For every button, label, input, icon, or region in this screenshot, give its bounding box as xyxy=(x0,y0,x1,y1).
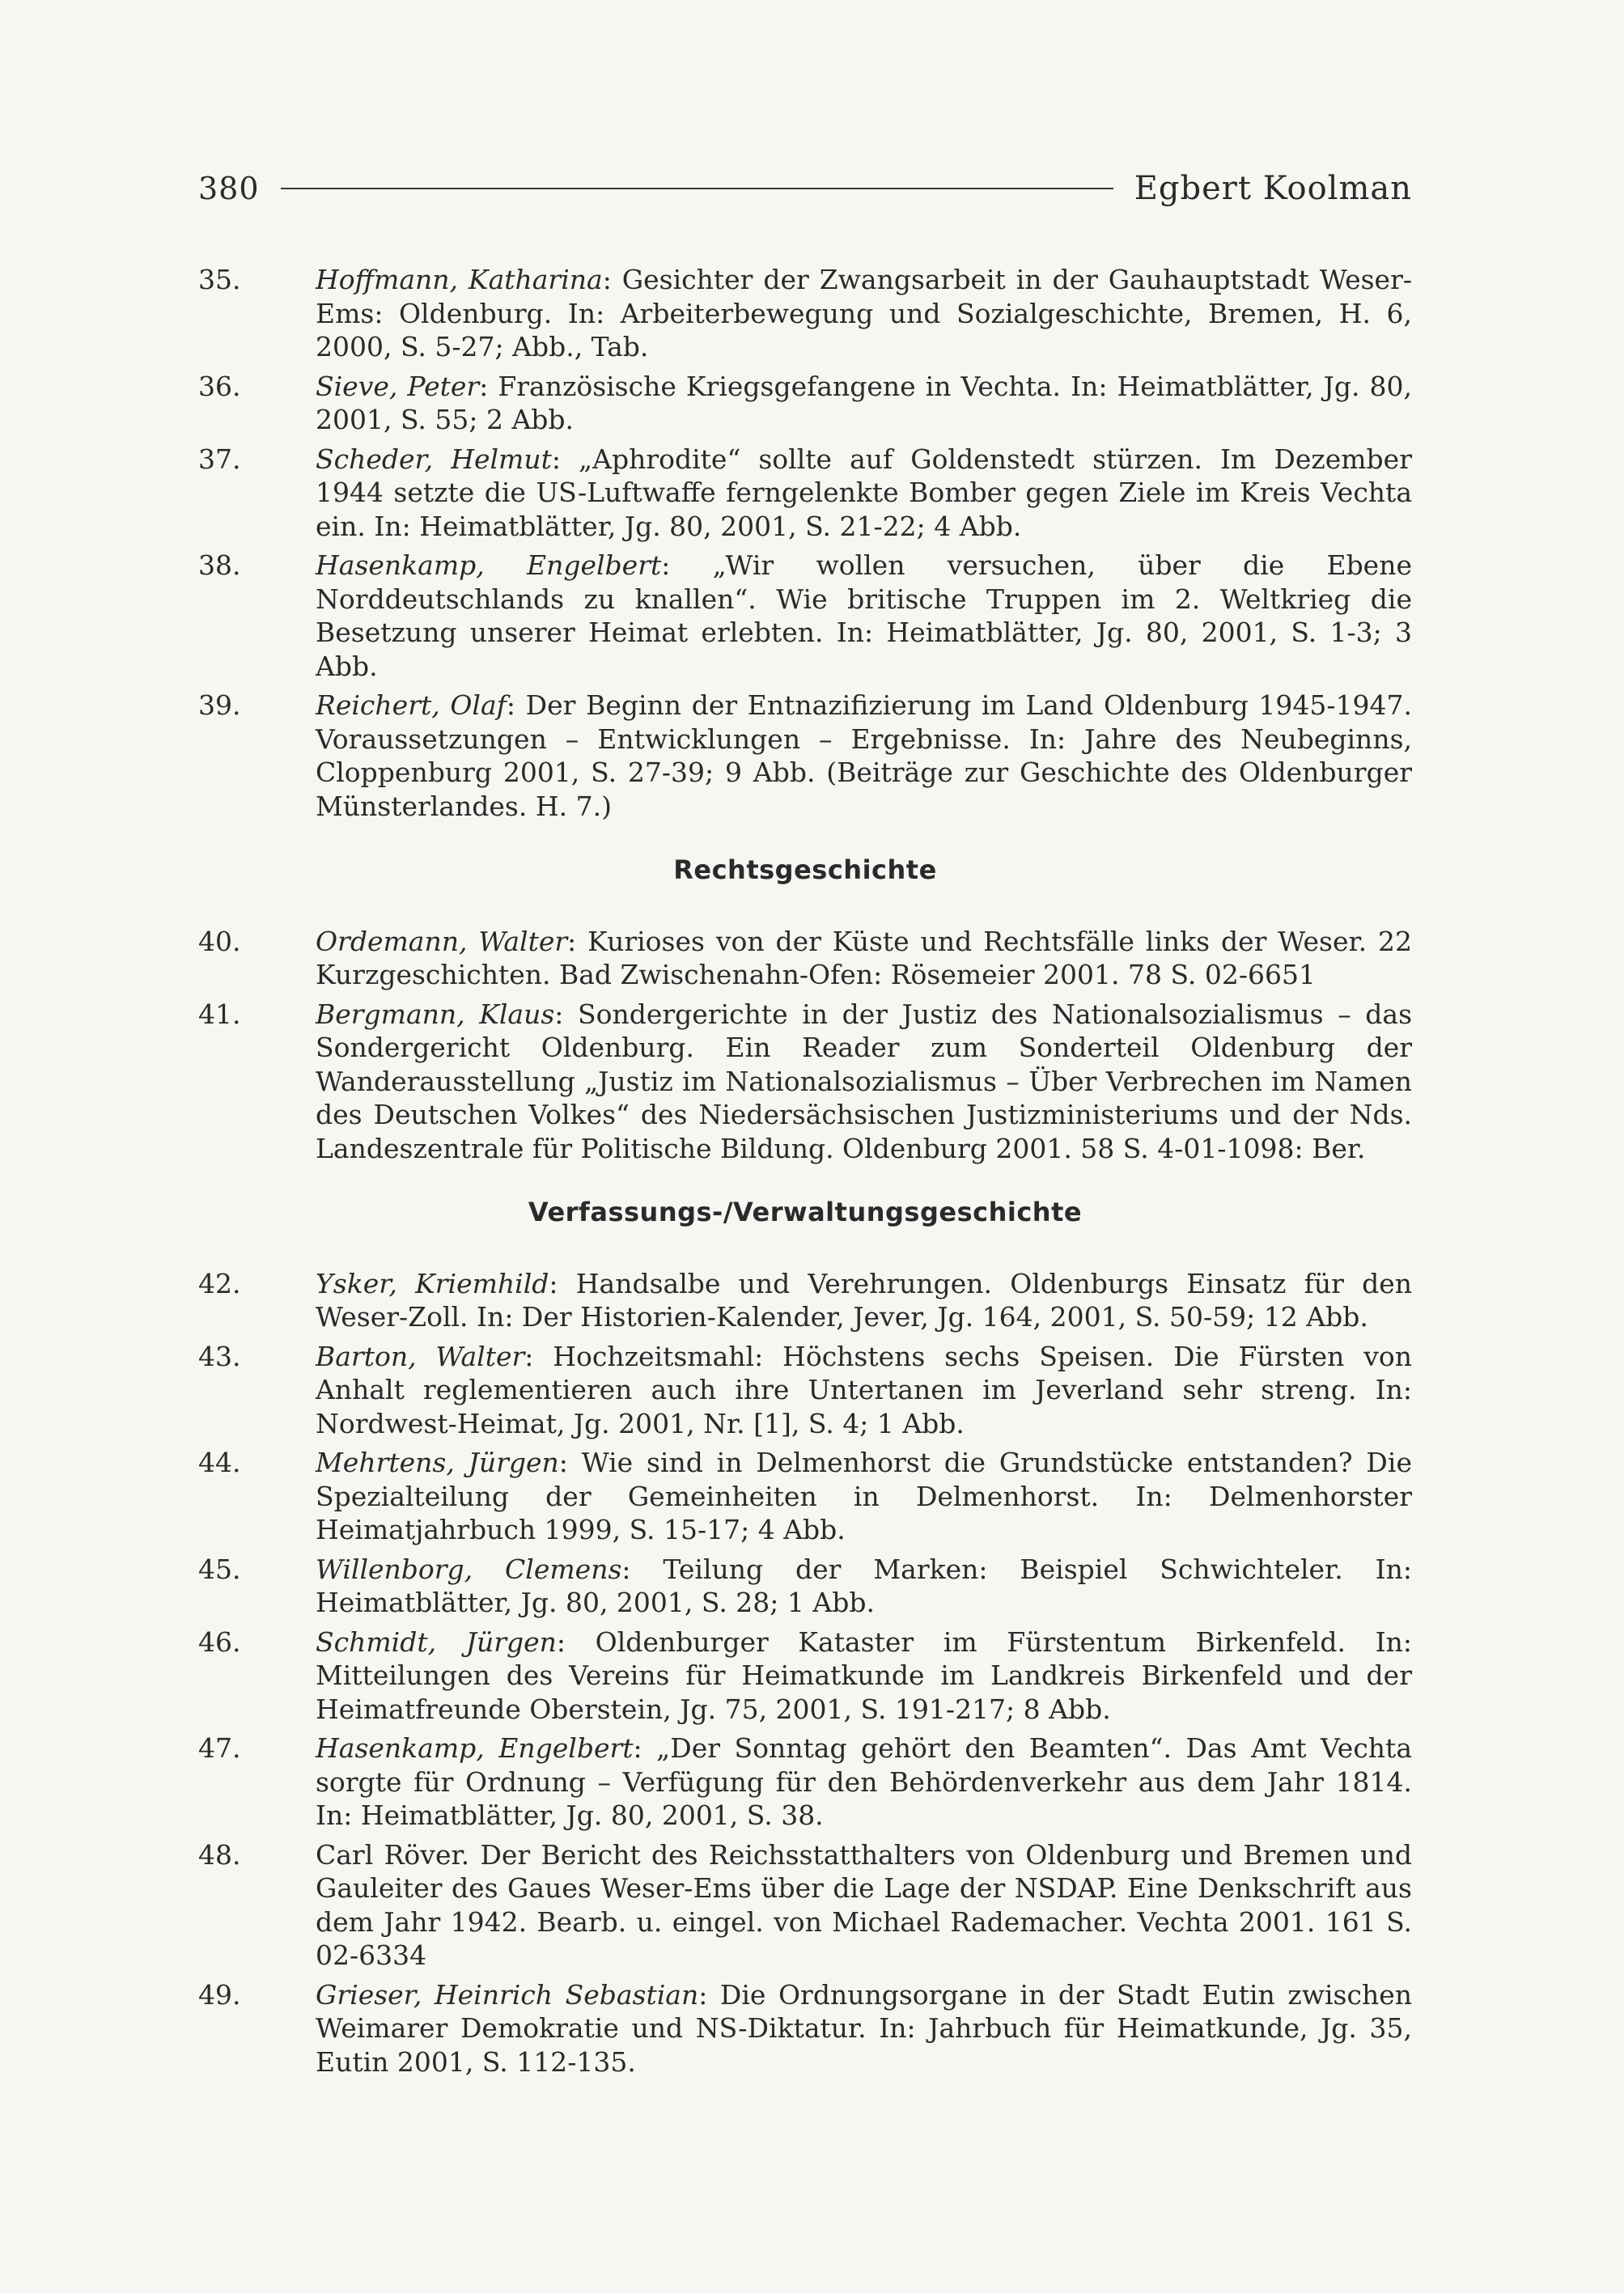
bibliography-entry xyxy=(198,1731,1412,1833)
bibliography-entry xyxy=(198,1267,1412,1334)
entry-author: Sieve, Peter xyxy=(316,370,480,402)
entry-text xyxy=(316,1625,1412,1727)
running-header-author: Egbert Koolman xyxy=(1134,170,1412,207)
entry-author: Hasenkamp, Engelbert xyxy=(316,549,662,581)
bibliography-entry xyxy=(198,925,1412,992)
entry-text xyxy=(316,1340,1412,1441)
entry-number: 43. xyxy=(198,1340,241,1372)
header-rule xyxy=(281,188,1113,189)
entry-author: Hasenkamp, Engelbert xyxy=(316,1732,634,1764)
entry-text xyxy=(316,998,1412,1166)
bibliography-entry xyxy=(198,1340,1412,1441)
entry-text xyxy=(316,1838,1412,1973)
entry-author: Barton, Walter xyxy=(316,1340,525,1372)
entry-text xyxy=(316,1731,1412,1833)
entry-author: Scheder, Helmut xyxy=(316,443,552,475)
section-heading-verfassungsgeschichte: Verfassungs-/Verwaltungsgeschichte xyxy=(528,1197,1083,1227)
bibliography-entry xyxy=(198,1625,1412,1727)
bibliography-entry xyxy=(198,370,1412,437)
entry-number: 36. xyxy=(198,370,241,402)
entry-author: Ysker, Kriemhild xyxy=(316,1267,549,1299)
bibliography-entry xyxy=(198,443,1412,544)
entry-citation: : Der Beginn der Entnazifizierung im Land Oldenburg 1945-1947. Voraussetzungen – Entwicklungen – Ergebnisse. In: Jahre des Neubeginns, Cloppenburg 2001, S. 27-39; 9 Abb. (Beiträge zur Geschichte des Oldenburger Münsterlandes. H. 7.) xyxy=(316,689,1412,822)
entry-author: Willenborg, Clemens xyxy=(316,1553,622,1585)
entry-number: 39. xyxy=(198,689,241,721)
entry-list-c xyxy=(198,1267,1412,2079)
entry-citation: Carl Röver. Der Bericht des Reichsstatthalters von Oldenburg und Bremen und Gauleiter des Gaues Weser-Ems über die Lage der NSDAP. Eine Denkschrift aus dem Jahr 1942. Bearb. u. eingel. von Michael Rademacher. Vechta 2001. 161 S. 02-6334 xyxy=(316,1838,1412,1971)
bibliography-entry xyxy=(198,263,1412,364)
section-heading-rechtsgeschichte: Rechtsgeschichte xyxy=(673,854,937,885)
entry-number: 37. xyxy=(198,443,241,475)
entry-citation: : Sondergerichte in der Justiz des Nationalsozialismus – das Sondergericht Oldenburg. Ein Reader zum Sonderteil Oldenburg der Wanderausstellung „Justiz im Nationalsozialismus – Über Verbrechen im Namen des Deutschen Volkes“ des Niedersächsischen Justizministeriums und der Nds. Landeszentrale für Politische Bildung. Oldenburg 2001. 58 S. 4-01-1098: Ber. xyxy=(316,998,1412,1164)
bibliography-entry xyxy=(198,1838,1412,1973)
entry-citation: : Hochzeitsmahl: Höchstens sechs Speisen. Die Fürsten von Anhalt reglementieren auch ihre Untertanen im Jeverland sehr streng. In: Nordwest-Heimat, Jg. 2001, Nr. [1], S. 4; 1 Abb. xyxy=(316,1340,1412,1439)
entry-author: Hoffmann, Katharina xyxy=(316,264,603,295)
running-header xyxy=(198,168,1412,209)
entry-author: Bergmann, Klaus xyxy=(316,998,555,1030)
entry-citation: : „Wir wollen versuchen, über die Ebene Norddeutschlands zu knallen“. Wie britische Truppen im 2. Weltkrieg die Besetzung unserer Heimat erlebten. In: Heimatblätter, Jg. 80, 2001, S. 1-3; 3 Abb. xyxy=(316,549,1412,682)
entry-number: 45. xyxy=(198,1553,241,1585)
entry-number: 41. xyxy=(198,998,241,1030)
entry-citation: : Kurioses von der Küste und Rechtsfälle links der Weser. 22 Kurzgeschichten. Bad Zwischenahn-Ofen: Rösemeier 2001. 78 S. 02-6651 xyxy=(316,925,1412,990)
bibliography-entry xyxy=(198,998,1412,1166)
entry-text xyxy=(316,549,1412,683)
bibliography-entry xyxy=(198,1553,1412,1620)
entry-number: 42. xyxy=(198,1267,241,1299)
entry-number: 47. xyxy=(198,1732,241,1764)
bibliography-entry xyxy=(198,689,1412,823)
entry-citation: : Wie sind in Delmenhorst die Grundstücke entstanden? Die Spezialteilung der Gemeinheiten in Delmenhorst. In: Delmenhorster Heimatjahrbuch 1999, S. 15-17; 4 Abb. xyxy=(316,1447,1412,1545)
page-number: 380 xyxy=(198,171,260,206)
entry-number: 49. xyxy=(198,1978,241,2011)
entry-number: 46. xyxy=(198,1625,241,1658)
bibliography-entry xyxy=(198,549,1412,683)
entry-text xyxy=(316,263,1412,364)
entry-text xyxy=(316,1553,1412,1620)
entry-text xyxy=(316,1267,1412,1334)
entry-author: Schmidt, Jürgen xyxy=(316,1625,557,1658)
entry-number: 38. xyxy=(198,549,241,581)
entry-number: 40. xyxy=(198,925,241,957)
bibliography-entry xyxy=(198,1978,1412,2079)
entry-author: Grieser, Heinrich Sebastian xyxy=(316,1978,699,2011)
bibliography-entry xyxy=(198,1446,1412,1547)
entry-number: 48. xyxy=(198,1838,241,1871)
bibliography-body xyxy=(198,263,1412,2084)
entry-citation: : Gesichter der Zwangsarbeit in der Gauhauptstadt Weser-Ems: Oldenburg. In: Arbeiterbewegung und Sozialgeschichte, Bremen, H. 6, 2000, S. 5-27; Abb., Tab. xyxy=(316,264,1412,362)
entry-author: Reichert, Olaf xyxy=(316,689,507,721)
entry-citation: : Handsalbe und Verehrungen. Oldenburgs Einsatz für den Weser-Zoll. In: Der Historien-Kalender, Jever, Jg. 164, 2001, S. 50-59; 12 Abb. xyxy=(316,1267,1412,1333)
entry-text xyxy=(316,1446,1412,1547)
entry-number: 35. xyxy=(198,264,241,295)
entry-citation: : Teilung der Marken: Beispiel Schwichteler. In: Heimatblätter, Jg. 80, 2001, S. 28; 1 Abb. xyxy=(316,1553,1412,1618)
entry-text xyxy=(316,689,1412,823)
entry-citation: : Oldenburger Kataster im Fürstentum Birkenfeld. In: Mitteilungen des Vereins für Heimatkunde im Landkreis Birkenfeld und der Heimatfreunde Oberstein, Jg. 75, 2001, S. 191-217; 8 Abb. xyxy=(316,1625,1413,1725)
entry-list-a xyxy=(198,263,1412,823)
entry-citation: : „Der Sonntag gehört den Beamten“. Das Amt Vechta sorgte für Ordnung – Verfügung für den Behördenverkehr aus dem Jahr 1814. In: Heimatblätter, Jg. 80, 2001, S. 38. xyxy=(316,1732,1412,1831)
entry-citation: : „Aphrodite“ sollte auf Goldenstedt stürzen. Im Dezember 1944 setzte die US-Luftwaffe ferngelenkte Bomber gegen Ziele im Kreis Vechta ein. In: Heimatblätter, Jg. 80, 2001, S. 21-22; 4 Abb. xyxy=(316,443,1412,542)
entry-text xyxy=(316,443,1412,544)
entry-text xyxy=(316,925,1412,992)
entry-list-b xyxy=(198,925,1412,1166)
entry-text xyxy=(316,370,1412,437)
entry-citation: : Die Ordnungsorgane in der Stadt Eutin zwischen Weimarer Demokratie und NS-Diktatur. In: Jahrbuch für Heimatkunde, Jg. 35, Eutin 2001, S. 112-135. xyxy=(316,1978,1412,2078)
entry-citation: : Französische Kriegsgefangene in Vechta. In: Heimatblätter, Jg. 80, 2001, S. 55; 2 Abb. xyxy=(316,370,1412,435)
entry-number: 44. xyxy=(198,1447,241,1478)
entry-author: Mehrtens, Jürgen xyxy=(316,1447,559,1478)
entry-text xyxy=(316,1978,1412,2079)
entry-author: Ordemann, Walter xyxy=(316,925,568,957)
